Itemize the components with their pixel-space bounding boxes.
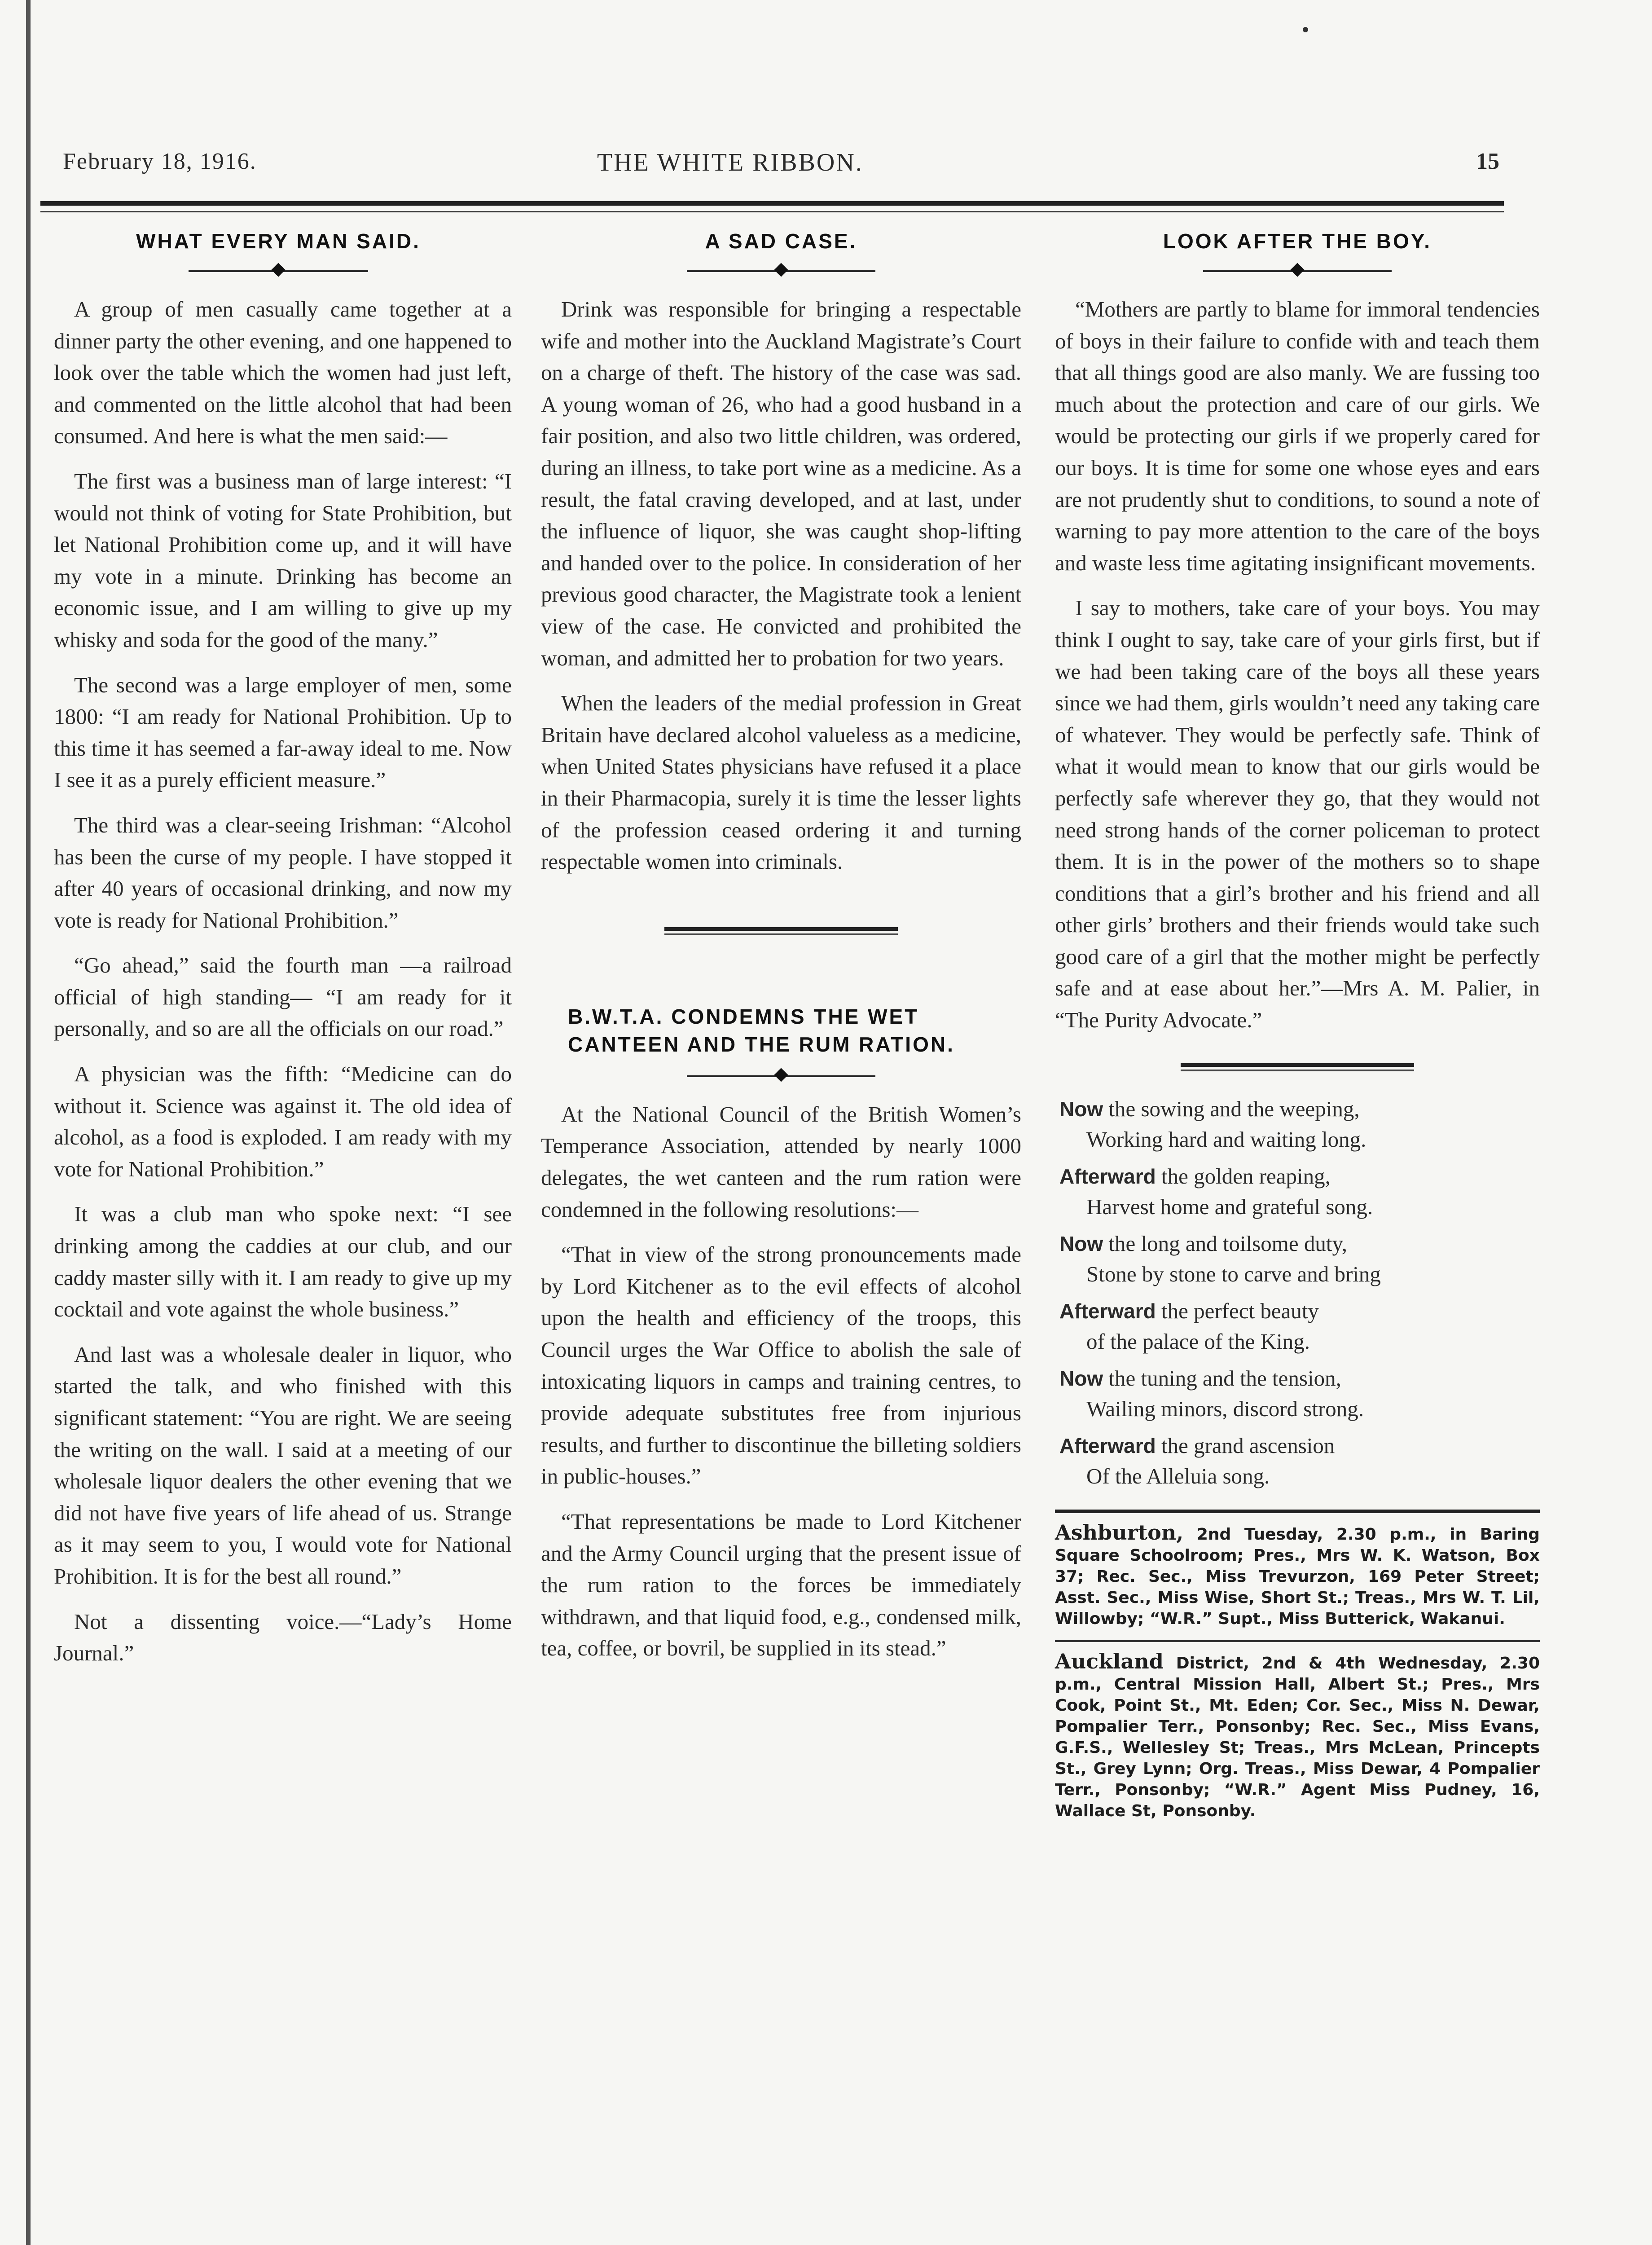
paragraph: “Mothers are partly to blame for immoral tendencies of boys in their failure to confide with and teach them that all things good are also manly. We are fussing too much about the protection and care of our girls. We would be protecting our girls if we properly cared for our boys. It is time for some one whose eyes and ears are not prudently shut to conditions, to sound a note of warning to pay more attention to the care of the boys and waste less time agitating insignificant movements. xyxy=(1055,297,1540,575)
column-3 xyxy=(1055,224,1540,1822)
section-divider xyxy=(664,927,898,935)
masthead-title: THE WHITE RIBBON. xyxy=(597,149,863,176)
poem-line: of the palace of the King. xyxy=(1086,1329,1310,1354)
ornament-divider xyxy=(687,1067,875,1085)
ornament-divider xyxy=(687,262,875,280)
branch-notice-auckland: Auckland District, 2nd & 4th Wednesday, 2.30 p.m., Central Mission Hall, Albert St.; Pres., Mrs Cook, Point St., Mt. Eden; Cor. Sec., Miss N. Dewar, Pompalier Terr., Ponsonby; Rec. Sec., Miss Evans, G.F.S., Wellesley St; Treas., Mrs McLean, Princepts St., Grey Lynn; Org. Treas., Miss Dewar, 4 Pompalier Terr., Ponsonby; “W.R.” Agent Miss Pudney, 16, Wallace St, Ponsonby. xyxy=(1055,1649,1540,1820)
paragraph: When the leaders of the medial profession in Great Britain have declared alcohol valueless as a medicine, when United States physicians have refused it a place in their Pharmacopia, surely it is time the lesser lights of the profession ceased ordering it and turning respectable women into criminals. xyxy=(541,691,1021,874)
notice-rule xyxy=(1055,1640,1540,1642)
poem-lead-word: Afterward xyxy=(1059,1434,1156,1457)
branch-name: Auckland xyxy=(1055,1649,1164,1673)
paragraph: I say to mothers, take care of your boys. You may think I ought to say, take care of your girls first, but if we had been taking care of the boys all these years since we had them, girls wouldn’t need any taking care of whatever. They would be perfectly safe. Think of what it would mean to know that our girls would be perfectly safe wherever they go, that they would not need strong hands of the corner policeman to protect them. It is in the power of the mothers so to shape conditions that a girl’s brother and his friend and all other girls’ brothers and their friends would take such good care of a girl that the mother might be perfectly safe and at ease about her.”—Mrs A. M. Palier, in “The Purity Advocate.” xyxy=(1055,595,1540,1033)
article-heading-bwta: B.W.T.A. CONDEMNS THE WET CANTEEN AND THE RUM RATION. xyxy=(568,1004,955,1056)
ornament-divider xyxy=(189,262,368,280)
paragraph: Drink was responsible for bringing a respectable wife and mother into the Auckland Magistrate’s Court on a charge of theft. The history of the case was sad. A young woman of 26, who had a good husband in a fair position, and also two little children, was ordered, during an illness, to take port wine as a medicine. As a result, the fatal craving developed, and at last, under the influence of liquor, she was caught shop-lifting and handed over to the police. In consideration of her previous good character, the Magistrate took a lenient view of the case. He convicted and prohibited the woman, and admitted her to probation for two years. xyxy=(541,297,1021,670)
paragraph: The first was a business man of large interest: “I would not think of voting for State Prohibition, but let National Prohibition come up, and it will have my vote in a minute. Drinking has become an economic issue, and I am willing to give up my whisky and soda for the good of the many.” xyxy=(54,468,512,652)
paragraph: And last was a wholesale dealer in liquor, who started the talk, and who finished with this significant statement: “You are right. We are seeing the writing on the wall. I said at a meeting of our wholesale liquor dealers the other evening that we did not have five years of life ahead of us. Strange as it may seem to you, I would vote for National Prohibition. It is for the best all round.” xyxy=(54,1342,512,1589)
notice-rule xyxy=(1055,1510,1540,1513)
section-divider xyxy=(1181,1063,1414,1071)
page-number: 15 xyxy=(1476,149,1499,174)
poem-lead-word: Now xyxy=(1059,1366,1103,1390)
paragraph: A physician was the fifth: “Medicine can do without it. Science was against it. The old idea of alcohol, as a food is exploded. I am ready with my vote for National Prohibition.” xyxy=(54,1061,512,1181)
paragraph: A group of men casually came together at a dinner party the other evening, and one happened to look over the table which the women had just left, and commented on the little alcohol that had been consumed. And here is what the men said:— xyxy=(54,297,512,449)
header-rule xyxy=(40,201,1504,206)
page-header xyxy=(63,148,1499,184)
poem-line: Stone by stone to carve and bring xyxy=(1086,1261,1381,1286)
poem-line: Now the long and toilsome duty, xyxy=(1059,1231,1348,1256)
ink-speck xyxy=(1303,27,1308,32)
poem-lead-word: Now xyxy=(1059,1097,1103,1121)
paragraph: At the National Council of the British Women’s Temperance Association, attended by nearly 1000 delegates, the wet canteen and the rum ration were condemned in the following resolutions:— xyxy=(541,1101,1021,1222)
header-rule-thin xyxy=(40,211,1504,212)
branch-notice-ashburton: Ashburton, 2nd Tuesday, 2.30 p.m., in Baring Square Schoolroom; Pres., Mrs W. K. Watson, Box 37; Rec. Sec., Miss Trevurzon, 169 Peter Street; Asst. Sec., Miss Wise, Short St.; Treas., Mrs W. T. Lil, Willowby; “W.R.” Supt., Miss Butterick, Wakanui. xyxy=(1055,1520,1540,1628)
poem-line: Harvest home and grateful song. xyxy=(1086,1194,1373,1219)
paragraph: “Go ahead,” said the fourth man —a railroad official of high standing— “I am ready for it personally, and so are all the officials on our road.” xyxy=(54,953,512,1041)
paragraph: “That representations be made to Lord Kitchener and the Army Council urging that the present issue of the rum ration to the forces be immediately withdrawn, and that liquid food, e.g., condensed milk, tea, coffee, or bovril, be supplied in its stead.” xyxy=(541,1509,1021,1661)
poem-line: Afterward the golden reaping, xyxy=(1059,1163,1331,1189)
article-heading-a-sad-case: A SAD CASE. xyxy=(705,229,857,253)
poem-lead-word: Afterward xyxy=(1059,1299,1156,1323)
poem-line: Wailing minors, discord strong. xyxy=(1086,1396,1364,1421)
poem-line: Working hard and waiting long. xyxy=(1086,1127,1366,1152)
poem-line: Of the Alleluia song. xyxy=(1086,1463,1270,1488)
poem-line: Afterward the grand ascension xyxy=(1059,1433,1335,1458)
column-2 xyxy=(541,224,1021,1678)
poem-lead-word: Afterward xyxy=(1059,1164,1156,1188)
paragraph: The third was a clear-seeing Irishman: “Alcohol has been the curse of my people. I have stopped it after 40 years of occasional drinking, and now my vote is ready for National Prohibition.” xyxy=(54,812,512,933)
article-heading-what-every-man-said: WHAT EVERY MAN SAID. xyxy=(136,229,421,253)
poem-line: Now the sowing and the weeping, xyxy=(1059,1096,1360,1121)
paragraph: The second was a large employer of men, some 1800: “I am ready for National Prohibition. Up to this time it has seemed a far-away ideal to me. Now I see it as a purely efficient measure.” xyxy=(54,672,512,792)
ornament-divider xyxy=(1203,262,1392,280)
branch-name: Ashburton, xyxy=(1055,1520,1184,1545)
poem-line: Now the tuning and the tension, xyxy=(1059,1365,1341,1391)
paragraph: “That in view of the strong pronouncements made by Lord Kitchener as to the evil effects of alcohol upon the health and efficiency of the troops, this Council urges the War Office to abolish the sale of intoxicating liquors in camps and training centres, to provide adequate substitutes free from injurious results, and further to discontinue the billeting soldiers in public-houses.” xyxy=(541,1242,1021,1489)
poem xyxy=(1059,1094,1540,1492)
article-heading-look-after-the-boy: LOOK AFTER THE BOY. xyxy=(1163,229,1432,253)
binding-edge xyxy=(26,0,31,2245)
paragraph: Not a dissenting voice.—“Lady’s Home Journal.” xyxy=(54,1609,512,1666)
poem-line: Afterward the perfect beauty xyxy=(1059,1298,1319,1323)
poem-lead-word: Now xyxy=(1059,1232,1103,1255)
paragraph: It was a club man who spoke next: “I see drinking among the caddies at our club, and our caddy master silly with it. I am ready to give up my cocktail and vote against the whole business.” xyxy=(54,1202,512,1322)
column-1 xyxy=(45,224,512,1683)
issue-date: February 18, 1916. xyxy=(63,149,257,174)
